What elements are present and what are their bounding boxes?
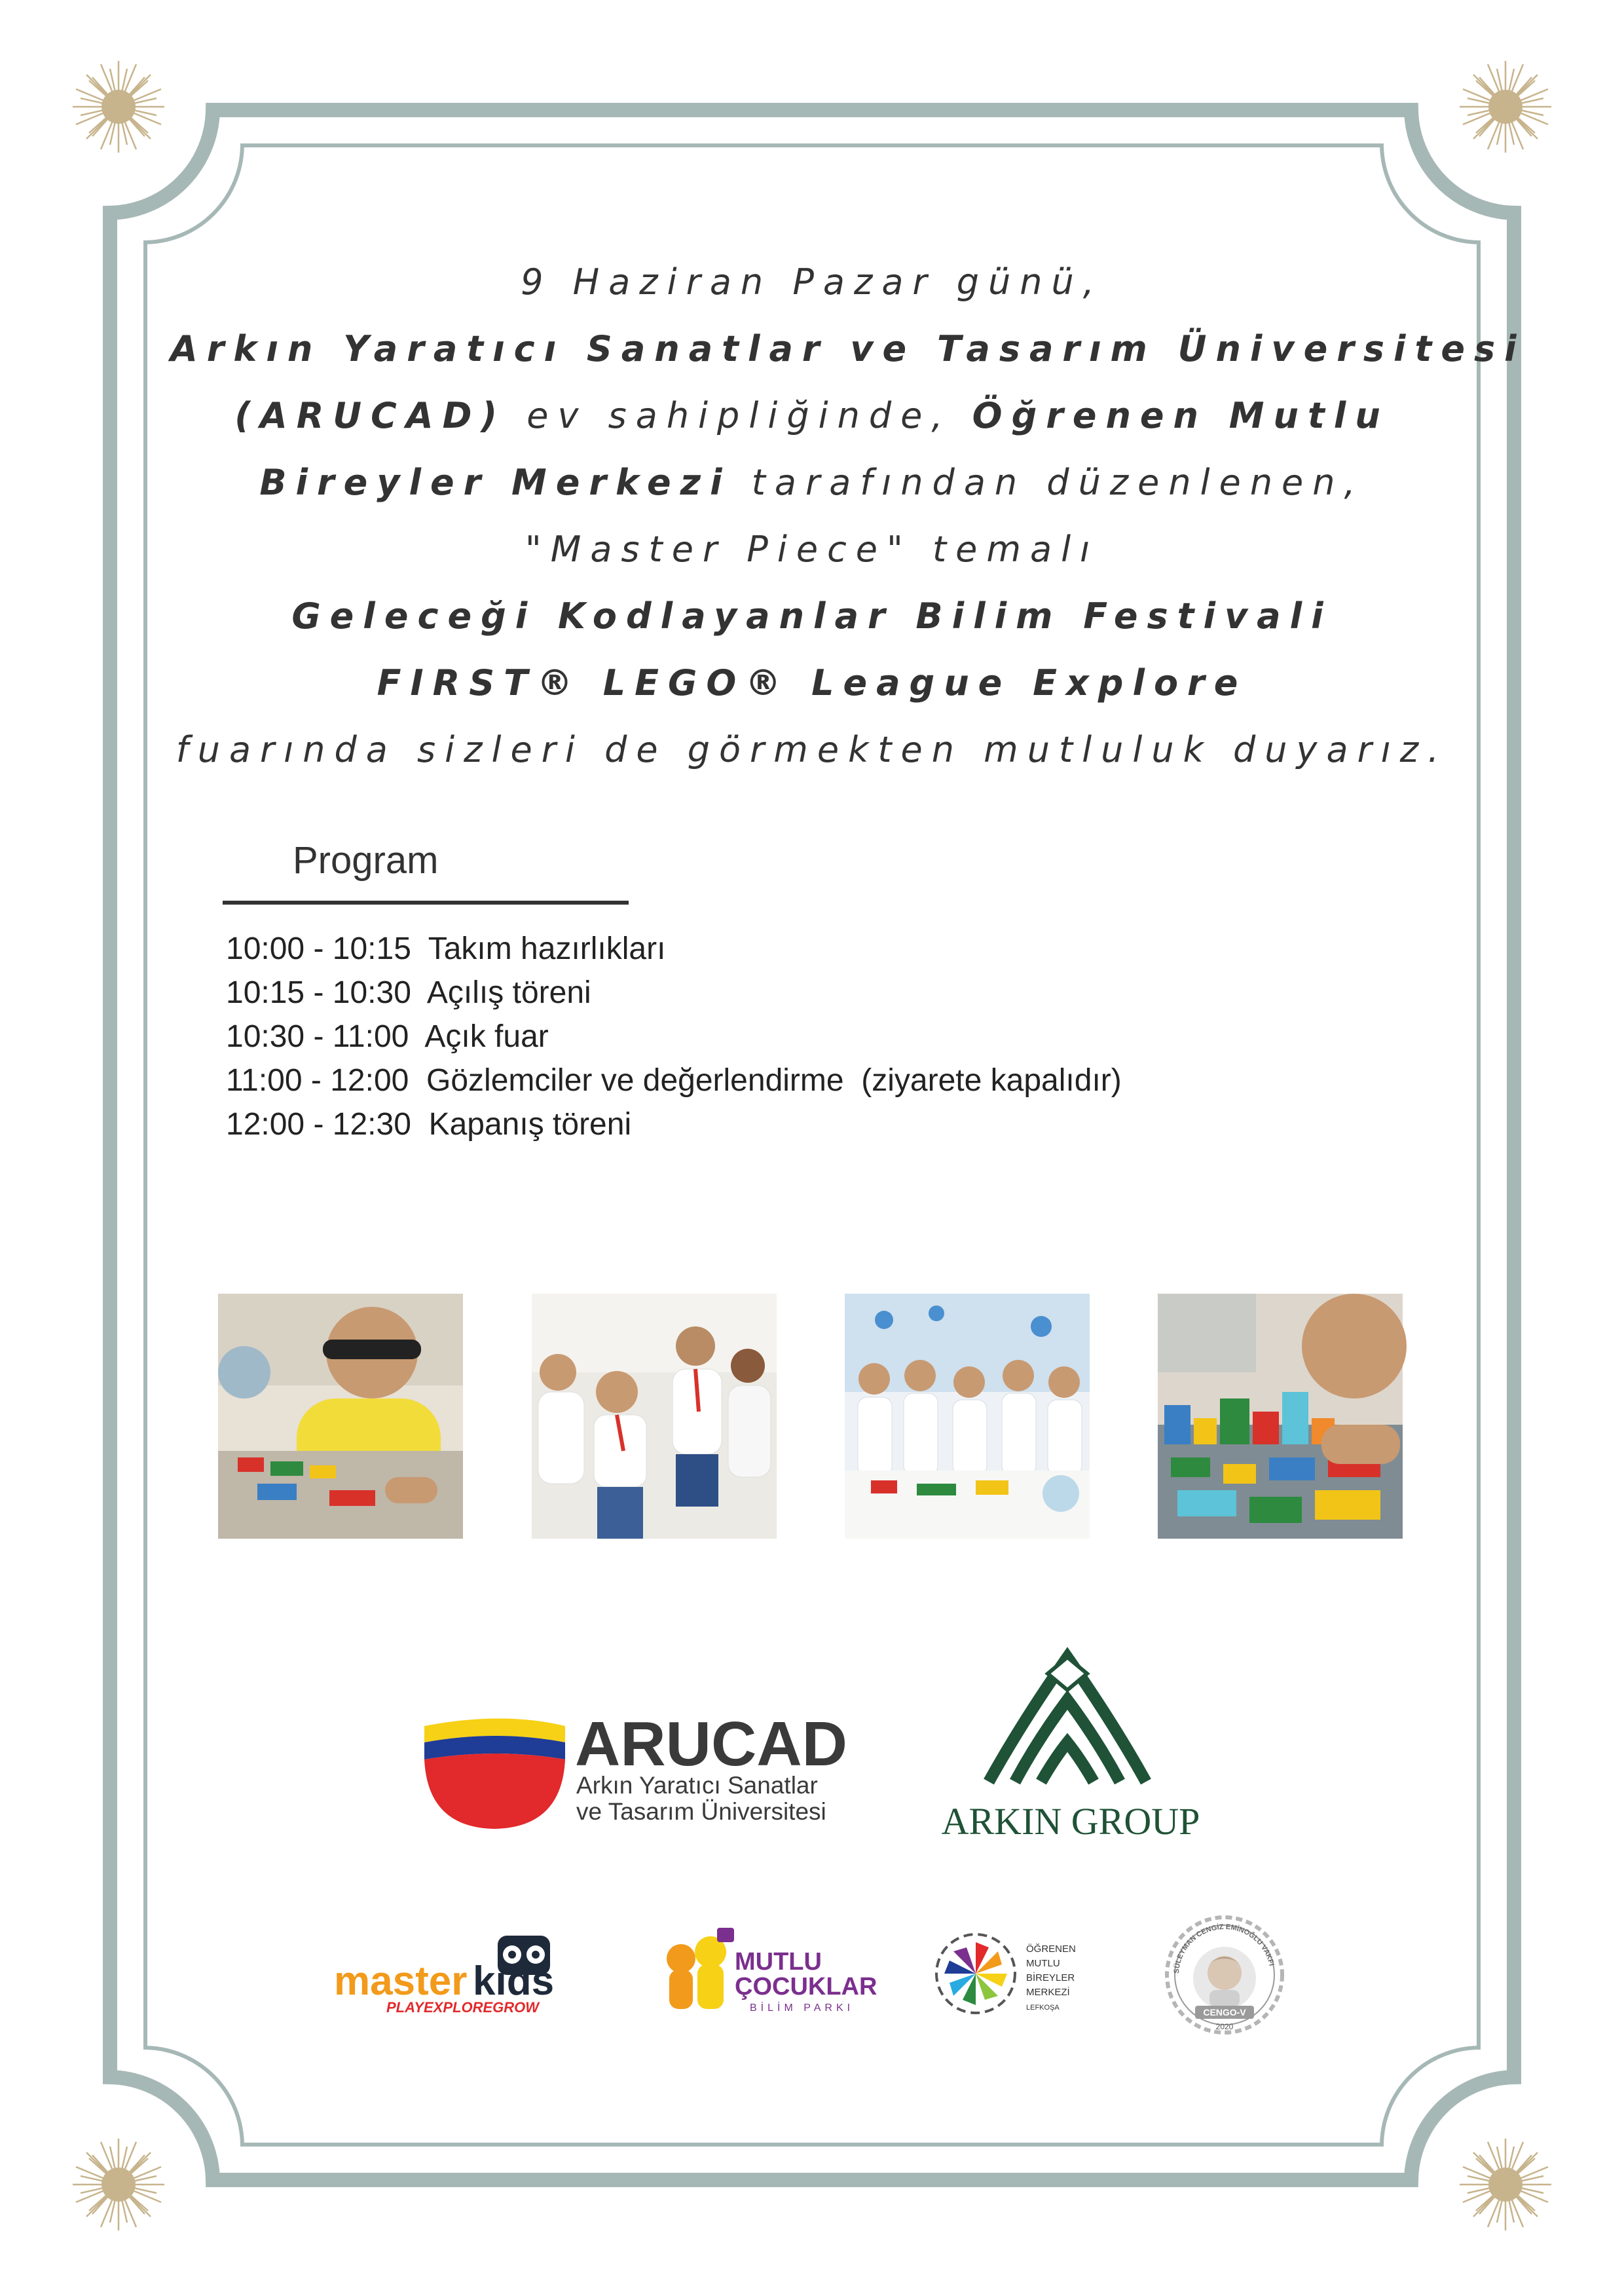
intro-host-line <box>170 383 1454 449</box>
intro-organizer-a: Öğrenen Mutlu <box>972 395 1390 436</box>
bilim-parki-text: BİLİM PARKI <box>750 2002 855 2014</box>
arkin-group-logo <box>930 1644 1211 1841</box>
mutlu-text: MUTLU <box>735 1948 822 1976</box>
sun-ornament-icon <box>69 58 168 156</box>
intro-festival-name: Geleceği Kodlayanlar Bilim Festivali <box>291 595 1333 637</box>
program-schedule <box>226 927 1122 1146</box>
masterkids-logo <box>334 1932 583 2018</box>
intro-date: 9 Haziran Pazar günü, <box>521 261 1103 303</box>
masterkids-master: master <box>334 1959 468 2004</box>
cengo-year: 2020 <box>1215 2022 1234 2031</box>
schedule-item: 11:00 - 12:00 Gözlemciler ve değerlendirme (ziyarete kapalıdır) <box>226 1063 1122 1098</box>
arucad-name: ARUCAD <box>575 1709 847 1779</box>
arkin-group-name: ARKIN GROUP <box>941 1800 1200 1843</box>
arucad-subtitle-1: Arkın Yaratıcı Sanatlar <box>576 1772 818 1799</box>
colorful-gear-icon <box>936 1934 1015 2013</box>
mutlu-cocuklar-logo <box>661 1923 877 2018</box>
arucad-subtitle-2: ve Tasarım Üniversitesi <box>576 1798 826 1825</box>
masterkids-kids: kids <box>473 1959 555 2004</box>
arucad-logo <box>424 1709 847 1834</box>
intro-league-name: FIRST® LEGO® League Explore <box>377 662 1247 704</box>
cengo-v-seal <box>1162 1913 1287 2037</box>
ombm-line-1: ÖĞRENEN <box>1026 1943 1076 1955</box>
schedule-item: 10:15 - 10:30 Açılış töreni <box>226 975 591 1010</box>
photo-lego-city <box>1158 1294 1403 1539</box>
sun-ornament-icon <box>1456 58 1555 156</box>
children-figures-icon <box>667 1928 734 2009</box>
photo-team-at-booth <box>845 1294 1090 1539</box>
schedule-item: 10:00 - 10:15 Takım hazırlıkları <box>226 931 666 966</box>
arucad-emblem-icon <box>424 1709 847 1834</box>
intro-organizer-line <box>170 449 1454 516</box>
photo-children-medals <box>532 1294 777 1539</box>
intro-university: Arkın Yaratıcı Sanatlar ve Tasarım Üniversitesi <box>170 328 1526 369</box>
intro-host-text: ev sahipliğinde, <box>506 395 972 436</box>
photo-child-with-lego <box>218 1294 463 1539</box>
intro-closing: fuarında sizleri de görmekten mutluluk duyarız. <box>175 729 1449 770</box>
intro-organized-text: tarafından düzenlenen, <box>731 462 1365 503</box>
masterkids-tagline: PLAYEXPLOREGROW <box>386 1999 540 2016</box>
arkin-group-emblem-icon <box>930 1644 1211 1841</box>
ombm-line-2: MUTLU <box>1026 1958 1060 1969</box>
cengo-name: CENGO-V <box>1203 2007 1246 2018</box>
child-portrait-icon <box>1193 1947 1256 2010</box>
cocuklar-text: ÇOCUKLAR <box>735 1973 877 2000</box>
sun-ornament-icon <box>1456 2135 1555 2234</box>
schedule-item: 12:00 - 12:30 Kapanış töreni <box>226 1107 632 1142</box>
program-title: Program <box>293 839 439 882</box>
ombm-line-5: LEFKOŞA <box>1026 2004 1060 2012</box>
intro-organizer-b: Bireyler Merkezi <box>259 462 731 503</box>
intro-theme: "Master Piece" temalı <box>525 529 1099 570</box>
schedule-item: 10:30 - 11:00 Açık fuar <box>226 1019 549 1054</box>
intro-arucad: (ARUCAD) <box>234 395 507 436</box>
ombm-logo <box>933 1929 1097 2021</box>
cengo-ring-text: SÜLEYMAN CENGİZ EMİNOĞLU VAKFI <box>1172 1923 1276 1974</box>
program-divider <box>223 901 629 905</box>
ombm-line-3: BİREYLER <box>1026 1972 1075 1983</box>
ombm-line-4: MERKEZİ <box>1026 1987 1070 1998</box>
invitation-text <box>170 249 1526 783</box>
sun-ornament-icon <box>69 2135 168 2234</box>
